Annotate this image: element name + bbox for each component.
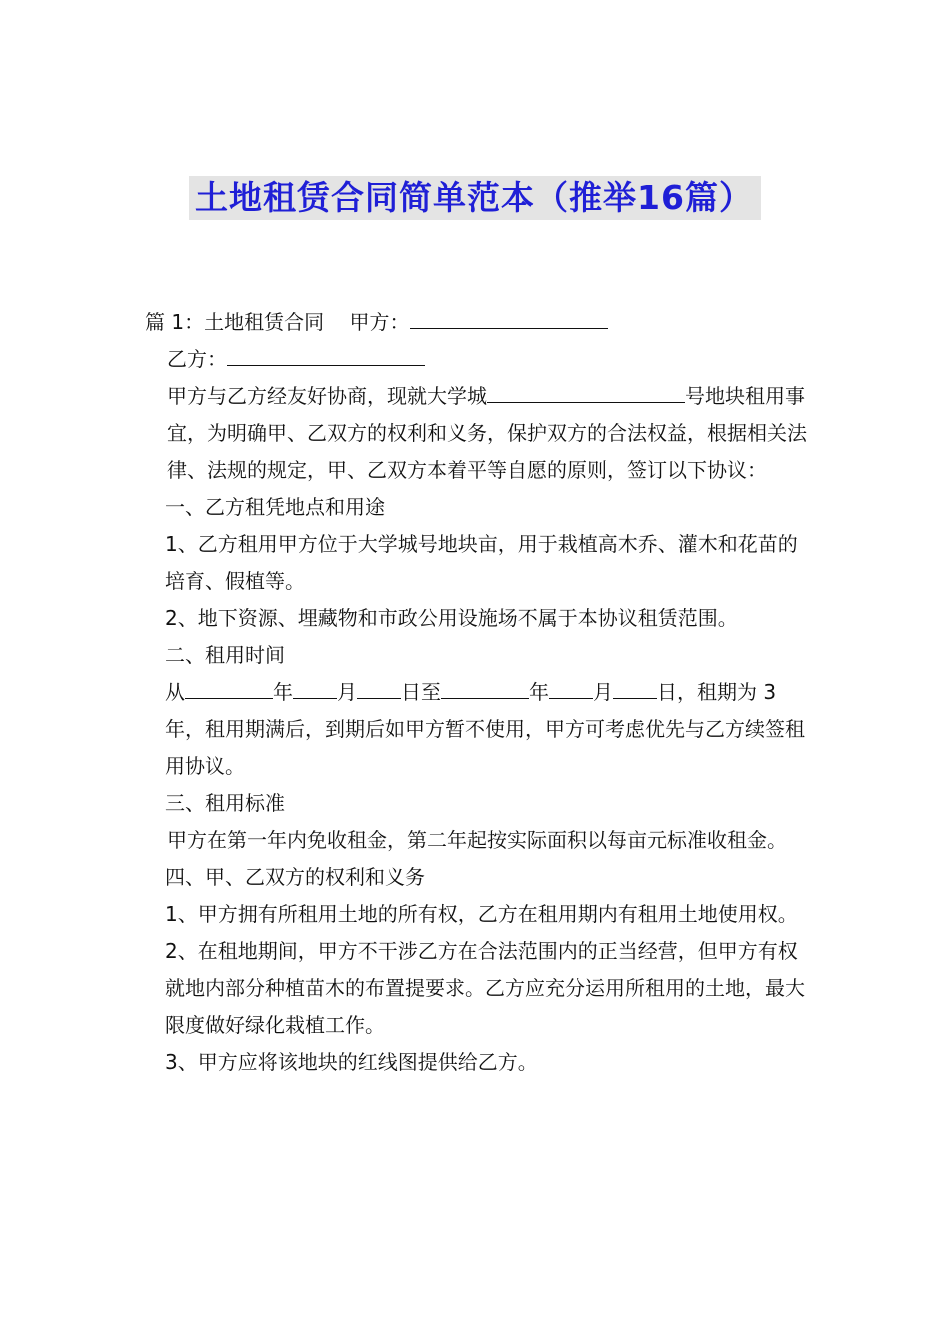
party-b-line — [145, 341, 815, 378]
start-year-blank[interactable] — [185, 676, 273, 699]
title-container — [0, 176, 950, 220]
party-b-label: 乙方： — [167, 347, 227, 371]
section-4-item-2: 2、在租地期间，甲方不干涉乙方在合法范围内的正当经营，但甲方有权就地内部分种植苗木的布置提要求。乙方应充分运用所租用的土地，最大限度做好绿化栽植工作。 — [165, 939, 805, 1037]
section-1-item-1: 1、乙方租用甲方位于大学城号地块亩，用于栽植高木乔、灌木和花苗的培育、假植等。 — [165, 532, 798, 593]
intro-text-end: 号地块租用事宜，为明确甲、乙双方的权利和义务，保护双方的合法权益，根据相关法律、法规的规定，甲、乙双方本着平等自愿的原则，签订以下协议： — [167, 384, 807, 482]
party-a-label: 甲方： — [349, 310, 410, 334]
section-3-heading: 三、租用标准 — [165, 791, 285, 815]
intro-text-start: 甲方与乙方经友好协商，现就大学城 — [167, 384, 487, 408]
start-day-blank[interactable] — [357, 676, 401, 699]
end-year-blank[interactable] — [441, 676, 529, 699]
header-line — [145, 304, 815, 341]
intro-paragraph — [145, 378, 815, 489]
section-4-heading: 四、甲、乙双方的权利和义务 — [165, 865, 425, 889]
section-3-text: 甲方在第一年内免收租金，第二年起按实际面积以每亩元标准收租金。 — [167, 828, 787, 852]
end-month-label: 月 — [593, 680, 613, 704]
start-month-blank[interactable] — [293, 676, 337, 699]
end-month-blank[interactable] — [549, 676, 593, 699]
section-2-heading: 二、租用时间 — [165, 643, 285, 667]
term-text: 日，租期为 3 年，租用期满后，到期后如甲方暂不使用，甲方可考虑优先与乙方续签租用协议。 — [165, 680, 805, 778]
section-1-heading: 一、乙方租凭地点和用途 — [165, 495, 385, 519]
plot-number-blank[interactable] — [487, 380, 685, 403]
day-to-label: 日至 — [401, 680, 441, 704]
month-label: 月 — [337, 680, 357, 704]
section-1-item-2: 2、地下资源、埋藏物和市政公用设施场不属于本协议租赁范围。 — [165, 606, 738, 630]
party-b-blank[interactable] — [227, 343, 425, 366]
document-title: 土地租赁合同简单范本（推举16篇） — [189, 176, 761, 220]
section-4-item-1: 1、甲方拥有所租用土地的所有权，乙方在租用期内有租用土地使用权。 — [165, 902, 798, 926]
document-body — [145, 304, 815, 1081]
section-2-paragraph — [145, 674, 815, 785]
end-day-blank[interactable] — [613, 676, 657, 699]
year-label: 年 — [273, 680, 293, 704]
section-4-item-3: 3、甲方应将该地块的红线图提供给乙方。 — [165, 1050, 538, 1074]
party-a-blank[interactable] — [410, 306, 608, 329]
end-year-label: 年 — [529, 680, 549, 704]
from-label: 从 — [165, 680, 185, 704]
chapter-label: 篇 1：土地租赁合同 — [145, 310, 325, 334]
